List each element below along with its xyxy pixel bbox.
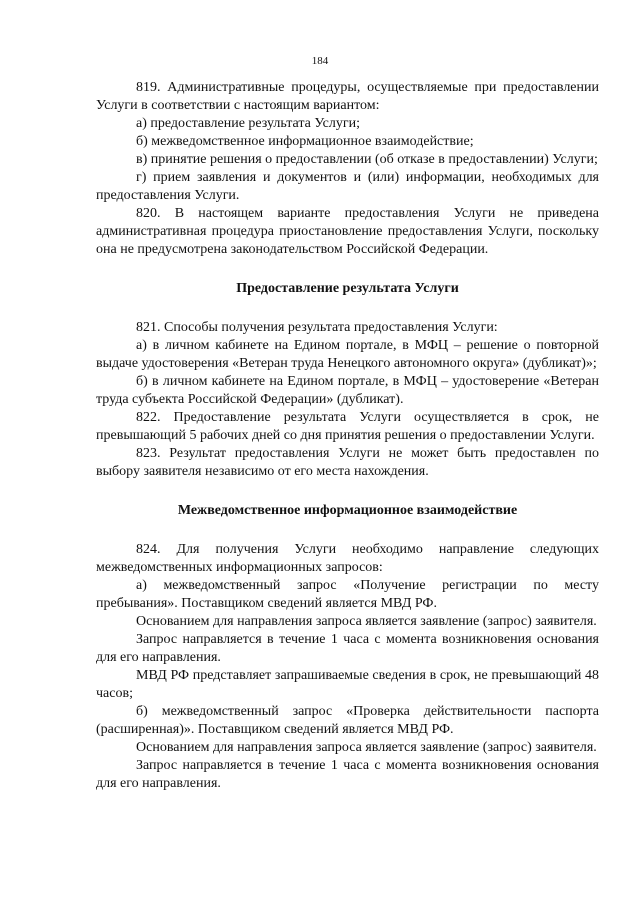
paragraph-basis-b: Основанием для направления запроса является заявление (запрос) заявителя.	[136, 740, 597, 755]
list-item-821-b: б) в личном кабинете на Едином портале, в МФЦ – удостоверение «Ветеран труда субъекта Российской Федерации» (дубликат).	[96, 374, 599, 407]
list-item-819-d: г) прием заявления и документов и (или) информации, необходимых для предоставления Услуги.	[96, 170, 599, 203]
paragraph-mvd-deadline: МВД РФ представляет запрашиваемые сведения в срок, не превышающий 48 часов;	[96, 668, 599, 701]
list-item-819-a: а) предоставление результата Услуги;	[136, 116, 360, 131]
paragraph-timing-a: Запрос направляется в течение 1 часа с момента возникновения основания для его направления.	[96, 632, 599, 665]
paragraph-823: 823. Результат предоставления Услуги не может быть предоставлен по выбору заявителя независимо от его места нахождения.	[96, 446, 599, 479]
paragraph-822: 822. Предоставление результата Услуги осуществляется в срок, не превышающий 5 рабочих дней со дня принятия решения о предоставлении Услуги.	[96, 410, 599, 443]
paragraph-824: 824. Для получения Услуги необходимо направление следующих межведомственных информационных запросов:	[96, 542, 599, 575]
list-item-824-b: б) межведомственный запрос «Проверка действительности паспорта (расширенная)». Поставщиком сведений является МВД РФ.	[96, 704, 599, 737]
list-item-819-b: б) межведомственное информационное взаимодействие;	[136, 134, 474, 149]
paragraph-820: 820. В настоящем варианте предоставления Услуги не приведена административная процедура приостановление предоставления Услуги, поскольку она не предусмотрена законодательством Российской Федерации.	[96, 206, 599, 257]
paragraph-821: 821. Способы получения результата предоставления Услуги:	[136, 320, 498, 335]
page-number: 184	[311, 55, 329, 67]
list-item-819-c: в) принятие решения о предоставлении (об отказе в предоставлении) Услуги;	[136, 152, 598, 167]
document-body	[96, 79, 599, 793]
section-heading-interagency: Межведомственное информационное взаимодействие	[177, 503, 518, 518]
section-heading-result: Предоставление результата Услуги	[236, 281, 459, 296]
paragraph-timing-b: Запрос направляется в течение 1 часа с момента возникновения основания для его направления.	[96, 758, 599, 791]
paragraph-819: 819. Административные процедуры, осуществляемые при предоставлении Услуги в соответствии с настоящим вариантом:	[96, 80, 599, 113]
list-item-824-a: а) межведомственный запрос «Получение регистрации по месту пребывания». Поставщиком сведений является МВД РФ.	[96, 578, 599, 611]
list-item-821-a: а) в личном кабинете на Едином портале, в МФЦ – решение о повторной выдаче удостоверения «Ветеран труда Ненецкого автономного округа» (дубликат)»;	[96, 338, 599, 371]
paragraph-basis-a: Основанием для направления запроса является заявление (запрос) заявителя.	[136, 614, 597, 629]
